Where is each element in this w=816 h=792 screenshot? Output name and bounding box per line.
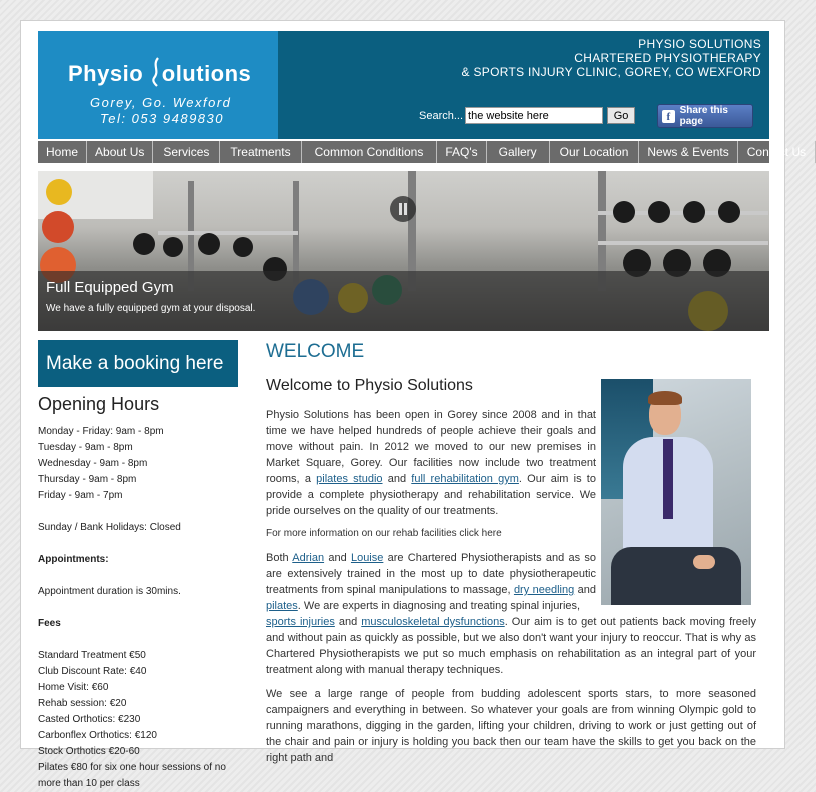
appointment-duration: Appointment duration is 30mins.: [38, 586, 181, 597]
hours-wednesday: Wednesday - 9am - 8pm: [38, 458, 148, 469]
dumbbell: [718, 201, 740, 223]
rehab-gym-link[interactable]: full rehabilitation gym: [411, 473, 519, 485]
slide-title: Full Equipped Gym: [46, 279, 174, 296]
spacer: [38, 632, 238, 648]
portrait-tie: [663, 439, 673, 519]
nav-item-about-us[interactable]: About Us: [87, 141, 153, 163]
opening-hours-title: Opening Hours: [38, 394, 160, 414]
dumbbell: [163, 237, 183, 257]
hours-sunday: Sunday / Bank Holidays: Closed: [38, 522, 181, 533]
facebook-icon: f: [662, 110, 675, 123]
team-paragraph: Both Adrian and Louise are Chartered Physiotherapists and as so are extensively trained in the most up to date physiotherapeutic treatments from spinal manipulations to massage, dry needling and pilates. We are experts in diagnosing and treating spinal injuries,: [266, 552, 597, 612]
spine-swoosh-icon: [151, 57, 161, 87]
nav-item-gallery[interactable]: Gallery: [487, 141, 550, 163]
page-title: Welcome to Physio Solutions: [266, 377, 473, 394]
intro-paragraph: Physio Solutions has been open in Gorey since 2008 and in that time we have helped hundreds of people achieve their goals and move without pain. In 2012 we moved to our new premises in Market Square, Gorey. Our facilities now include two treatment rooms, a pilates studio and full rehabilitation gym. Our aim is to provide a complete physiotherapy and rehabilitation service. We pride ourselves on the quality of our treatments.: [266, 409, 596, 517]
hours-thursday: Thursday - 9am - 8pm: [38, 474, 137, 485]
nav-item-treatments[interactable]: Treatments: [220, 141, 301, 163]
nav-item-home[interactable]: Home: [38, 141, 87, 163]
spacer: [38, 600, 238, 616]
fee-item: Home Visit: €60: [38, 682, 109, 693]
sports-injuries-link[interactable]: sports injuries: [266, 616, 335, 628]
nav-item-faqs[interactable]: FAQ's: [437, 141, 486, 163]
go-button[interactable]: Go: [607, 107, 635, 124]
fee-item: Carbonflex Orthotics: €120: [38, 730, 157, 741]
dry-needling-link[interactable]: dry needling: [513, 584, 575, 596]
main-nav: [38, 141, 807, 163]
logo-location: Gorey, Go. Wexford: [90, 95, 232, 110]
hours-monday: Monday - Friday: 9am - 8pm: [38, 426, 164, 437]
louise-link[interactable]: Louise: [350, 552, 384, 564]
medicine-ball: [46, 179, 72, 205]
rehab-info-link[interactable]: For more information on our rehab facilities click here: [266, 528, 502, 539]
hours-friday: Friday - 9am - 7pm: [38, 490, 123, 501]
fee-item: Pilates €80 for six one hour sessions of no: [38, 762, 226, 773]
rehab-paragraph: sports injuries and musculoskeletal dysfunctions. Our aim is to get out patients back moving freely and without pain as quickly as possible, but we also don't want your injury to reoccur. That is why as Chartered Physiotherapists we put so much emphasis on rehabilitation as an integral part of your treatment along with manual therapy techniques.: [266, 616, 756, 676]
dumbbell: [233, 237, 253, 257]
adrian-link[interactable]: Adrian: [292, 552, 325, 564]
slide-caption: [38, 271, 769, 331]
gym-bar: [598, 241, 768, 245]
fee-item: Club Discount Rate: €40: [38, 666, 147, 677]
dumbbell: [648, 201, 670, 223]
dumbbell: [198, 233, 220, 255]
pilates-studio-link[interactable]: pilates studio: [316, 473, 383, 485]
dumbbell: [683, 201, 705, 223]
physio-portrait: [601, 379, 751, 605]
fee-item: Casted Orthotics: €230: [38, 714, 141, 725]
logo-title: Physio olutions: [68, 51, 251, 87]
make-booking-button[interactable]: Make a booking here: [38, 340, 238, 387]
gym-bar: [158, 231, 298, 235]
musculoskeletal-link[interactable]: musculoskeletal dysfunctions: [361, 616, 505, 628]
hours-tuesday: Tuesday - 9am - 8pm: [38, 442, 133, 453]
facebook-share-button[interactable]: [657, 104, 753, 128]
nav-item-news-events[interactable]: News & Events: [639, 141, 737, 163]
medicine-ball: [42, 211, 74, 243]
fee-item: Rehab session: €20: [38, 698, 127, 709]
spacer: [38, 536, 238, 552]
share-label: Share this page: [679, 105, 728, 127]
search-label: Search...: [419, 109, 464, 122]
fee-item: Stock Orthotics €20-60: [38, 746, 140, 757]
page-container: [20, 20, 807, 789]
appointments-heading: Appointments:: [38, 554, 109, 565]
pilates-link[interactable]: pilates: [266, 600, 298, 612]
dumbbell: [133, 233, 155, 255]
nav-item-contact-us[interactable]: Contact Us: [738, 141, 816, 163]
portrait-hand: [693, 555, 715, 569]
clinic-name: PHYSIO SOLUTIONS CHARTERED PHYSIOTHERAPY & SPORTS INJURY CLINIC, GOREY, CO WEXFORD: [461, 37, 761, 79]
spacer: [38, 504, 238, 520]
logo[interactable]: [38, 31, 278, 139]
portrait-hair: [648, 391, 682, 405]
site-header: [38, 31, 769, 139]
slide-text: We have a fully equipped gym at your disposal.: [46, 303, 256, 314]
nav-item-our-location[interactable]: Our Location: [550, 141, 640, 163]
welcome-heading: WELCOME: [266, 341, 365, 362]
nav-item-common-conditions[interactable]: Common Conditions: [302, 141, 438, 163]
portrait-pants: [611, 547, 741, 605]
search-input[interactable]: [465, 107, 603, 124]
pause-icon[interactable]: [390, 196, 416, 222]
fee-item: more than 10 per class: [38, 778, 140, 789]
nav-item-services[interactable]: Services: [153, 141, 220, 163]
dumbbell: [613, 201, 635, 223]
search-form: [419, 107, 635, 124]
spacer: [38, 568, 238, 584]
logo-phone: Tel: 053 9489830: [100, 111, 225, 126]
fee-item: Standard Treatment €50: [38, 650, 146, 661]
sidebar-info-list: [38, 424, 238, 792]
goals-paragraph: We see a large range of people from budding adolescent sports stars, to more seasoned campaigners and everything in between. So whatever your goals are from winning Olympic gold to running marathons, digging in the garden, lifting your children, driving to work or just getting out of the chair and pain or injury is holding you back then our team have the skills to get you back on the right path and: [266, 688, 756, 764]
image-slider[interactable]: [38, 171, 769, 331]
fees-heading: Fees: [38, 618, 61, 629]
